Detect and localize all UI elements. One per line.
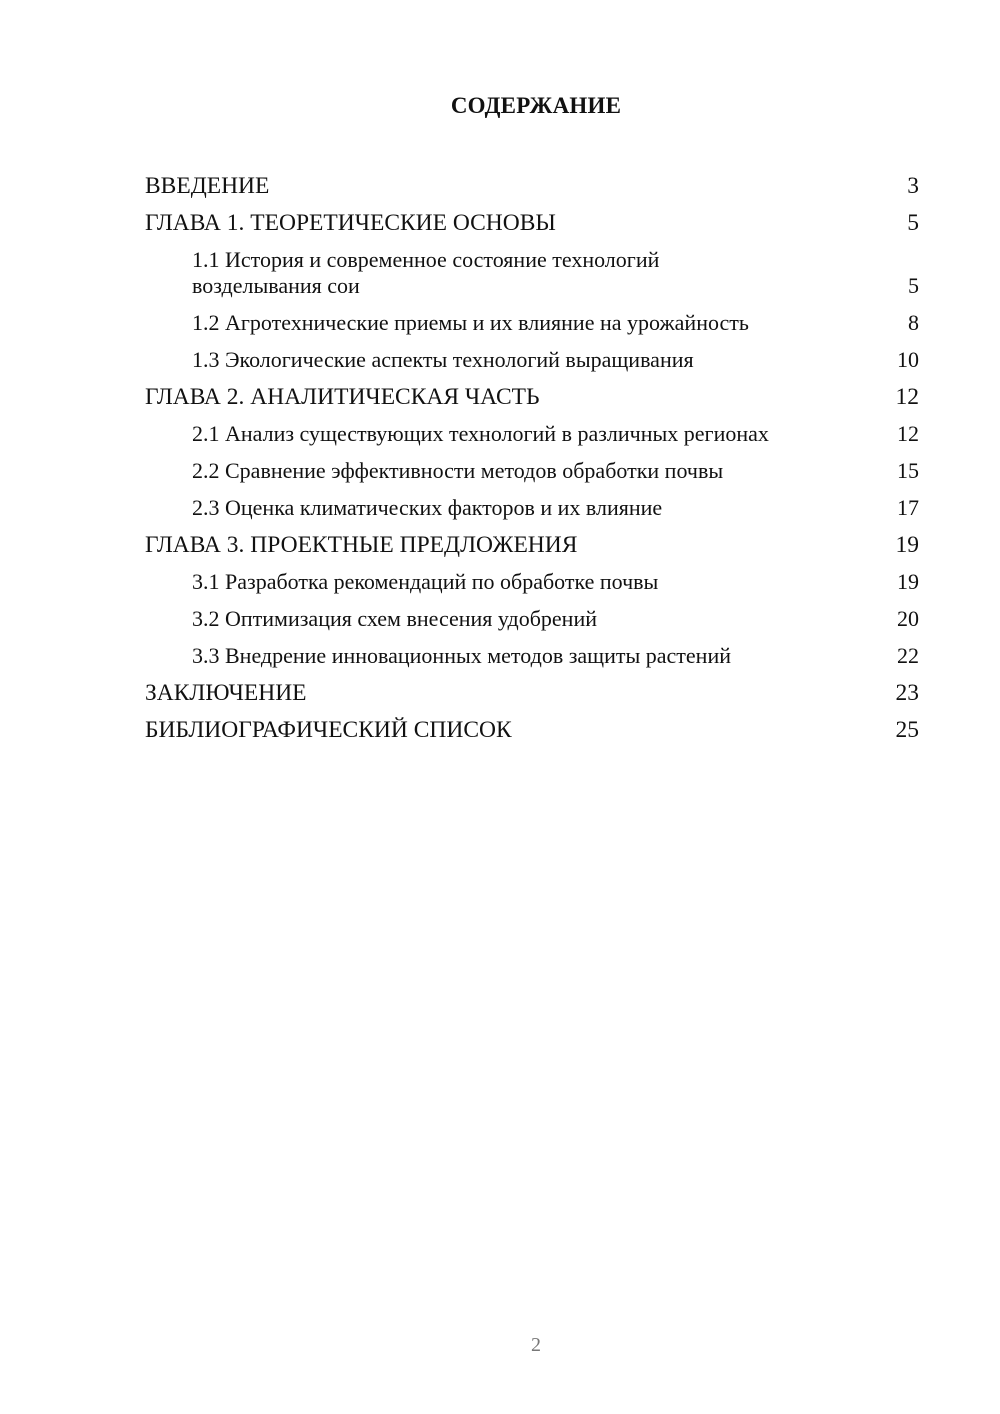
toc-entry-section-3-1[interactable] [145, 564, 919, 601]
toc-entry-bibliography[interactable] [145, 712, 919, 749]
toc-entry-page: 19 [897, 569, 919, 594]
toc-entry-chapter-1[interactable] [145, 205, 919, 242]
toc-entry-page: 25 [895, 717, 919, 743]
toc-entry-label: ЗАКЛЮЧЕНИЕ [145, 680, 307, 706]
toc-entry-page: 15 [897, 458, 919, 483]
toc-entry-label: 1.3 Экологические аспекты технологий выращивания [192, 347, 694, 372]
toc-entry-label: 3.3 Внедрение инновационных методов защиты растений [192, 643, 731, 668]
toc-entry-label: 3.1 Разработка рекомендаций по обработке почвы [192, 569, 659, 594]
toc-entry-section-2-1[interactable] [145, 416, 919, 453]
toc-entry-page: 5 [908, 273, 919, 298]
toc-entry-label: 3.2 Оптимизация схем внесения удобрений [192, 606, 598, 631]
toc-entry-label: ГЛАВА 3. ПРОЕКТНЫЕ ПРЕДЛОЖЕНИЯ [145, 532, 578, 558]
toc-entry-label: 2.1 Анализ существующих технологий в различных регионах [192, 421, 769, 446]
page-number: 2 [531, 1334, 541, 1356]
toc-entry-section-1-3[interactable] [145, 342, 919, 379]
toc-entry-introduction[interactable] [145, 168, 919, 205]
toc-entry-chapter-2[interactable] [145, 379, 919, 416]
toc-entry-section-3-2[interactable] [145, 601, 919, 638]
toc-entry-label: БИБЛИОГРАФИЧЕСКИЙ СПИСОК [145, 717, 512, 743]
page-title: СОДЕРЖАНИЕ [450, 93, 622, 118]
toc-entry-page: 22 [897, 643, 919, 668]
toc-entry-conclusion[interactable] [145, 675, 919, 712]
toc-entry-section-1-1[interactable] [145, 242, 919, 305]
toc-entry-label: 1.2 Агротехнические приемы и их влияние на урожайность [192, 310, 749, 335]
toc-entry-section-2-3[interactable] [145, 490, 919, 527]
toc-entry-label: ГЛАВА 2. АНАЛИТИЧЕСКАЯ ЧАСТЬ [145, 384, 540, 410]
toc-entry-label: ГЛАВА 1. ТЕОРЕТИЧЕСКИЕ ОСНОВЫ [145, 210, 556, 236]
toc-entry-page: 23 [895, 680, 919, 706]
table-of-contents [145, 168, 919, 749]
toc-entry-label: 1.1 История и современное состояние технологий возделывания сои [192, 247, 660, 298]
toc-entry-page: 19 [895, 532, 919, 558]
toc-entry-section-3-3[interactable] [145, 638, 919, 675]
toc-entry-page: 20 [897, 606, 919, 631]
toc-entry-page: 10 [897, 347, 919, 372]
toc-entry-page: 5 [907, 210, 919, 236]
toc-entry-section-1-2[interactable] [145, 305, 919, 342]
toc-entry-page: 12 [897, 421, 919, 446]
toc-entry-page: 12 [895, 384, 919, 410]
toc-entry-label: 2.3 Оценка климатических факторов и их влияние [192, 495, 663, 520]
toc-entry-page: 3 [907, 173, 919, 199]
toc-entry-page: 17 [897, 495, 919, 520]
toc-entry-label: ВВЕДЕНИЕ [145, 173, 270, 199]
toc-entry-chapter-3[interactable] [145, 527, 919, 564]
toc-entry-label: 2.2 Сравнение эффективности методов обработки почвы [192, 458, 724, 483]
toc-entry-page: 8 [908, 310, 919, 335]
toc-entry-section-2-2[interactable] [145, 453, 919, 490]
